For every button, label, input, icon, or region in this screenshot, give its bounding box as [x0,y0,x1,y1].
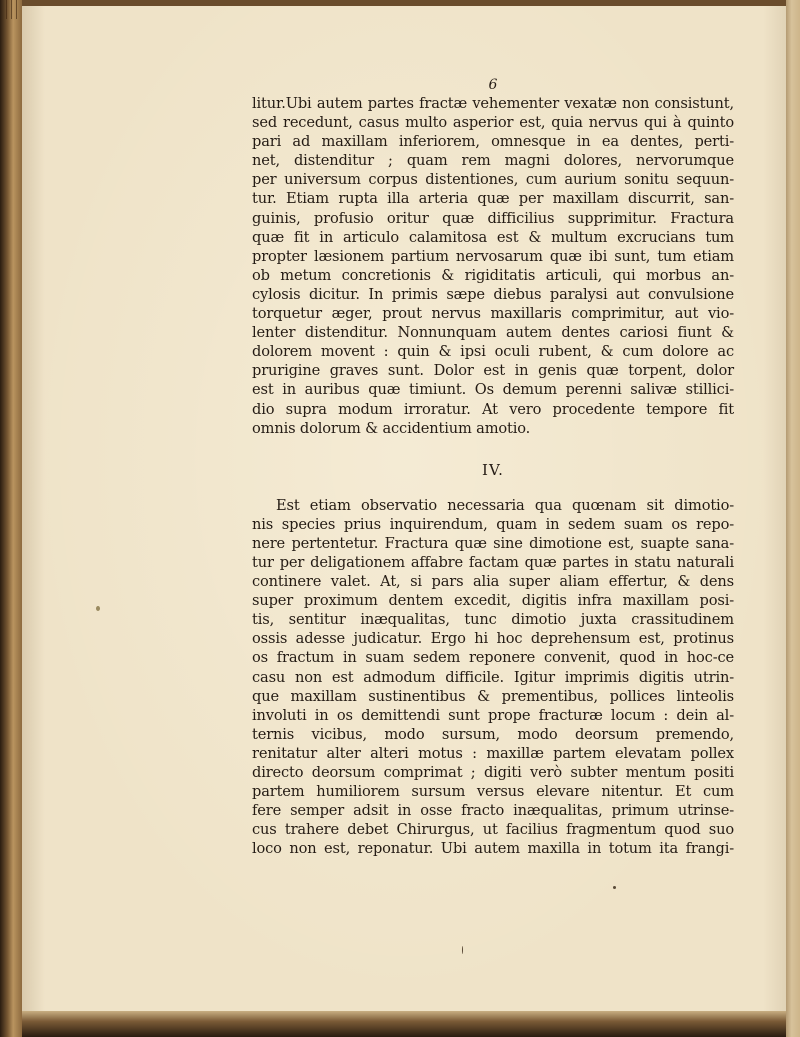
text-line: nere pertentetur. Fractura quæ sine dimotione est, suapte sana- [252,534,734,552]
text-line: guinis, profusio oritur quæ difficilius supprimitur. Fractura [252,209,734,227]
text-line: directo deorsum comprimat ; digiti verò subter mentum positi [252,764,734,781]
text-line: dio supra modum irroratur. At vero procedente tempore fit [252,400,734,418]
text-line: net, distenditur ; quam rem magni dolores, nervorumque [252,152,734,170]
book-binding-edge [0,0,22,1037]
text-line: dolorem movent : quin & ipsi oculi rubent, & cum dolore ac [252,343,734,361]
text-line: prurigine graves sunt. Dolor est in genis quæ torpent, dolor [252,362,734,380]
text-line: tur. Etiam rupta illa arteria quæ per maxillam discurrit, san- [252,190,734,208]
text-line: fere semper adsit in osse fracto inæqualitas, primum utrinse- [252,802,734,820]
text-line: renitatur alter alteri motus : maxillæ partem elevatam pollex [252,744,734,762]
paragraph-2 [252,496,734,859]
text-line: tur per deligationem affabre factam quæ partes in statu naturali [252,553,734,571]
text-line: quæ fit in articulo calamitosa est & multum excrucians tum [252,228,734,246]
right-page-edge [786,0,800,1037]
text-line: litur.Ubi autem partes fractæ vehementer vexatæ non consistunt, [252,95,734,112]
text-line: nis species prius inquirendum, quam in sedem suam os repo- [252,515,734,533]
text-line: propter læsionem partium nervosarum quæ ibi sunt, tum etiam [252,247,734,265]
text-line: loco non est, reponatur. Ubi autem maxilla in totum ita frangi- [252,840,734,858]
text-line: continere valet. At, si pars alia super aliam effertur, & dens [252,573,734,591]
text-line: ternis vicibus, modo sursum, modo deorsum premendo, [252,725,734,743]
text-line: lenter distenditur. Nonnunquam autem dentes cariosi fiunt & [252,324,734,342]
text-line: torquetur æger, prout nervus maxillaris comprimitur, aut vio- [252,305,734,323]
text-line: casu non est admodum difficile. Igitur imprimis digitis utrin- [252,668,734,686]
text-line: per universum corpus distentiones, cum aurium sonitu sequun- [252,171,734,189]
text-line: ob metum concretionis & rigiditatis articuli, qui morbus an- [252,266,734,284]
text-line: involuti in os demittendi sunt prope fracturæ locum : dein al- [252,706,734,724]
text-line: cus trahere debet Chirurgus, ut facilius fragmentum quod suo [252,821,734,839]
text-line: cylosis dicitur. In primis sæpe diebus paralysi aut convulsione [252,285,734,303]
text-line: pari ad maxillam inferiorem, omnesque in ea dentes, perti- [252,133,734,151]
text-line: tis, sentitur inæqualitas, tunc dimotio juxta crassitudinem [252,611,734,629]
text-line: partem humiliorem sursum versus elevare nitentur. Et cum [252,783,734,801]
text-line: sed recedunt, casus multo asperior est, quia nervus qui à quinto [252,114,734,132]
text-line: os fractum in suam sedem reponere convenit, quod in hoc-ce [252,649,734,667]
text-block [252,78,734,858]
page-number: 6 [488,77,498,93]
text-line: est in auribus quæ timiunt. Os demum perenni salivæ stillici- [252,381,734,399]
text-line: omnis dolorum & accidentium amotio. [252,419,531,437]
text-line: super proximum dentem excedit, digitis infra maxillam posi- [252,592,734,610]
text-line: Est etiam observatio necessaria qua quœnam sit dimotio- [276,496,734,514]
paragraph-1 [252,94,734,438]
section-heading: IV. [482,460,504,479]
book-page [22,6,786,1011]
text-line: que maxillam sustinentibus & prementibus, pollices linteolis [252,687,734,705]
text-line: ossis adesse judicatur. Ergo hi hoc deprehensum est, protinus [252,630,734,648]
bottom-page-edge [22,1011,786,1037]
